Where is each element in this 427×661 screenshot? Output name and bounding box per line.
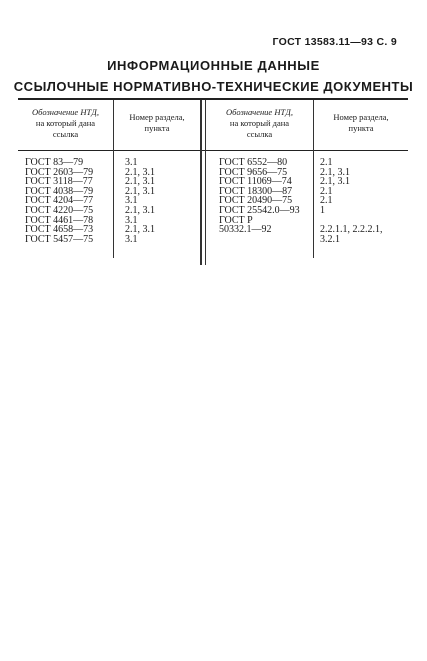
left-ntd-column	[25, 158, 93, 244]
column-header-line: пункта	[348, 123, 374, 133]
right-ntd-column	[219, 158, 300, 244]
table-cell-ntd: ГОСТ 4038—79	[25, 185, 94, 197]
table-cell-ntd: ГОСТ 20490—75	[219, 195, 293, 207]
section-subtitle: ССЫЛОЧНЫЕ НОРМАТИВНО-ТЕХНИЧЕСКИЕ ДОКУМЕНТЫ	[13, 79, 414, 94]
column-header-line: на который дана	[35, 118, 96, 128]
column-header-line: ссылка	[52, 129, 79, 139]
table-cell-ntd: ГОСТ 18300—87	[219, 185, 293, 197]
column-header-ntd-left	[18, 107, 113, 140]
table-cell-ntd: ГОСТ 6552—80	[219, 157, 288, 168]
column-header-ntd-right	[206, 107, 313, 140]
column-header-number-left	[114, 107, 200, 134]
table-cell-number: 3.1	[125, 233, 138, 245]
table-cell-number: 3.2.1	[320, 233, 340, 245]
column-header-line: Номер раздела,	[129, 112, 185, 122]
table-cell-ntd: ГОСТ 3118—77	[25, 176, 93, 188]
table-cell-number: 2.1, 3.1	[125, 204, 155, 216]
table-cell-ntd: ГОСТ 83—79	[25, 157, 84, 168]
left-number-column	[125, 158, 155, 244]
table-cell-number: 2.1	[320, 195, 333, 207]
table-cell-number: 2.1, 3.1	[125, 224, 155, 236]
table-cell-number: 2.1, 3.1	[320, 166, 350, 178]
page-header: ГОСТ 13583.11—93 С. 9	[272, 36, 397, 48]
column-header-line: пункта	[144, 123, 170, 133]
table-cell-number: 3.1	[125, 157, 138, 168]
table-cell-number: 2.2.1.1, 2.2.2.1,	[320, 224, 383, 236]
table-header-divider	[18, 150, 408, 151]
table-cell-number: 2.1, 3.1	[320, 176, 350, 188]
table-cell-ntd: ГОСТ 2603—79	[25, 166, 94, 178]
table-cell-ntd: ГОСТ 4461—78	[25, 214, 94, 226]
table-cell-ntd: ГОСТ 5457—75	[25, 233, 94, 245]
table-cell-ntd: ГОСТ 25542.0—93	[219, 204, 300, 216]
table-cell-ntd: ГОСТ 11069—74	[219, 176, 292, 188]
table-cell-number: 2.1, 3.1	[125, 166, 155, 178]
column-divider-double	[200, 100, 202, 265]
table-cell-number: 2.1, 3.1	[125, 185, 155, 197]
table-cell-ntd: ГОСТ 4220—75	[25, 204, 94, 216]
table-cell-ntd	[219, 235, 300, 245]
table-cell-number: 3.1	[125, 214, 138, 226]
table-cell-ntd: ГОСТ Р	[219, 214, 253, 226]
table-cell-ntd: 50332.1—92	[219, 224, 272, 236]
table-cell-ntd: ГОСТ 4658—73	[25, 224, 94, 236]
column-header-number-right	[314, 107, 408, 134]
column-header-line: Номер раздела,	[333, 112, 389, 122]
column-header-line: Обозначение НТД,	[226, 107, 293, 117]
table-cell-number: 2.1, 3.1	[125, 176, 155, 188]
column-header-line: Обозначение НТД,	[32, 107, 99, 117]
table-cell-number: 3.1	[125, 195, 138, 207]
table-cell-number: 2.1	[320, 185, 333, 197]
column-header-line: ссылка	[246, 129, 273, 139]
table-cell-ntd: ГОСТ 4204—77	[25, 195, 94, 207]
right-number-column	[320, 158, 383, 244]
table-cell-number: 1	[320, 204, 325, 216]
table-cell-ntd: ГОСТ 9656—75	[219, 166, 288, 178]
column-header-line: на который дана	[229, 118, 290, 128]
table-top-border	[18, 98, 408, 100]
section-title: ИНФОРМАЦИОННЫЕ ДАННЫЕ	[107, 58, 320, 73]
table-cell-number: 2.1	[320, 157, 333, 168]
